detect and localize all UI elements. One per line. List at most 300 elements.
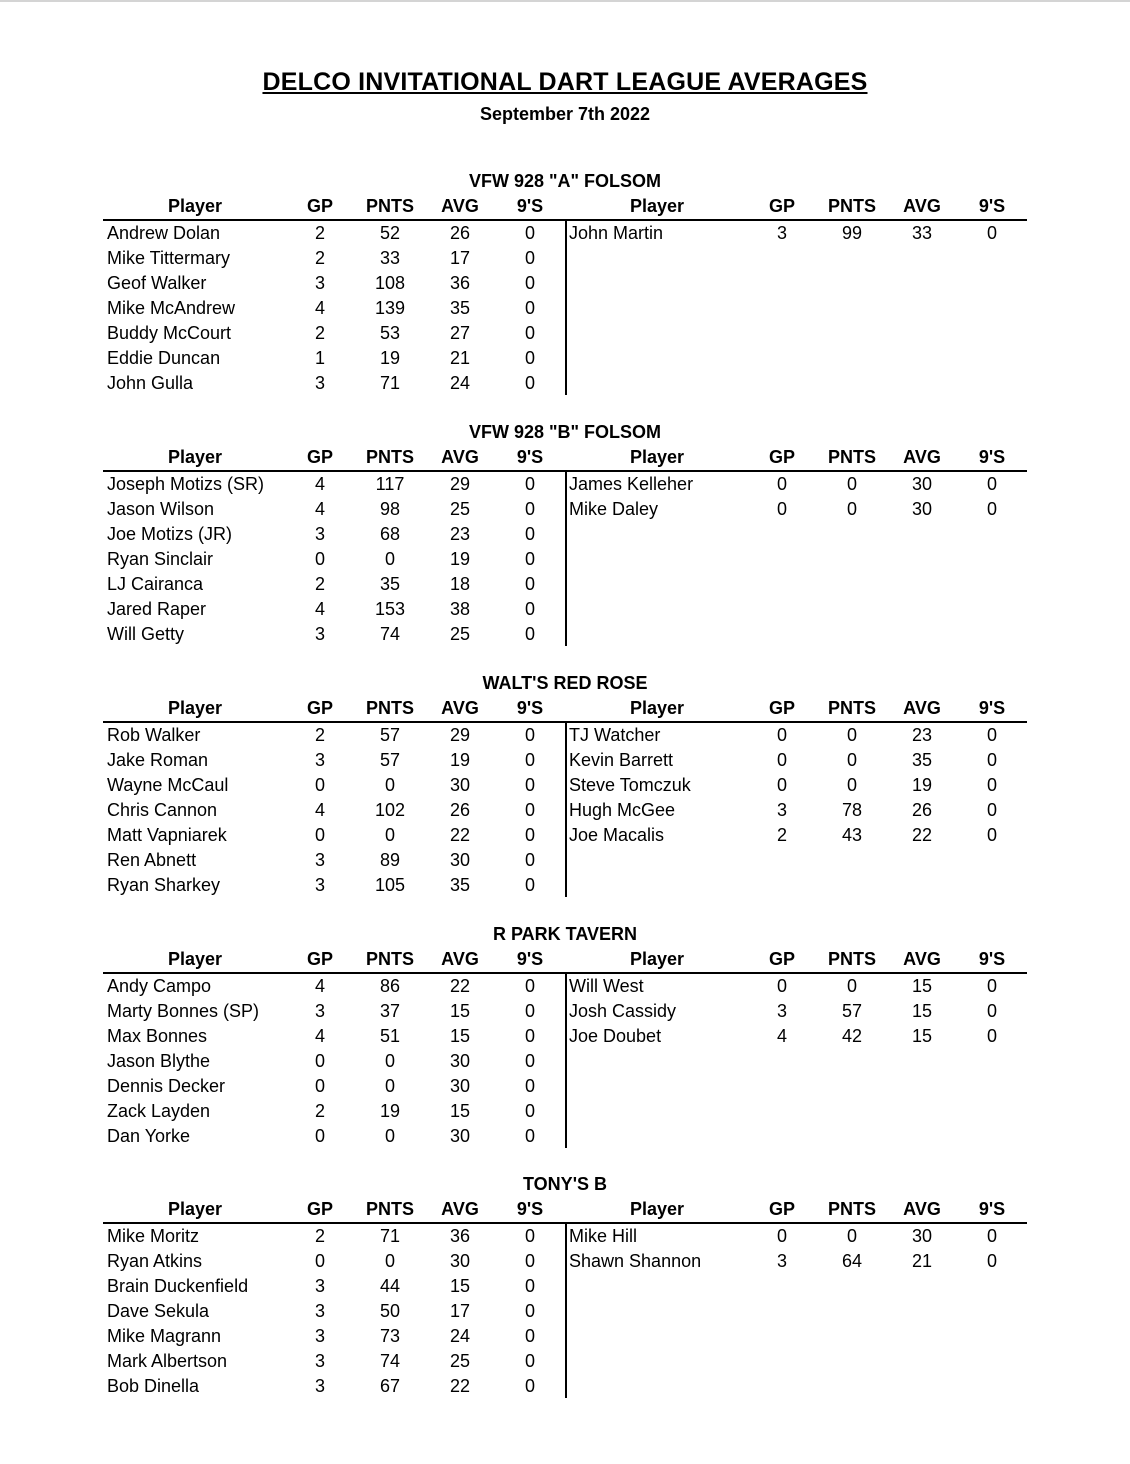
column-header-gp-left: GP bbox=[306, 698, 333, 718]
column-header-pnts-right: PNTS bbox=[827, 196, 876, 216]
stat-pnts: 0 bbox=[384, 549, 395, 569]
column-header-nines-left: 9'S bbox=[516, 698, 544, 718]
stat-nines: 0 bbox=[524, 1026, 535, 1046]
stat-avg: 36 bbox=[449, 1226, 471, 1246]
stat-avg: 23 bbox=[911, 725, 933, 745]
player-name: Dan Yorke bbox=[107, 1126, 191, 1146]
player-name: Mike Hill bbox=[569, 1226, 638, 1246]
stat-avg: 19 bbox=[449, 750, 471, 770]
column-header-gp-right: GP bbox=[768, 196, 795, 216]
column-header-gp-left: GP bbox=[306, 949, 333, 969]
stat-pnts: 0 bbox=[384, 1126, 395, 1146]
stat-avg: 30 bbox=[449, 775, 471, 795]
stat-gp: 0 bbox=[776, 976, 787, 996]
stat-pnts: 52 bbox=[379, 223, 401, 243]
stat-avg: 17 bbox=[449, 1301, 471, 1321]
player-name: Andrew Dolan bbox=[107, 223, 221, 243]
stat-nines: 0 bbox=[524, 248, 535, 268]
stat-avg: 24 bbox=[449, 1326, 471, 1346]
stat-pnts: 19 bbox=[379, 1101, 401, 1121]
team-section bbox=[0, 170, 1130, 405]
stat-avg: 25 bbox=[449, 1351, 471, 1371]
stat-gp: 0 bbox=[314, 1051, 325, 1071]
column-divider bbox=[565, 471, 567, 646]
stat-gp: 4 bbox=[314, 499, 325, 519]
stat-gp: 0 bbox=[776, 474, 787, 494]
column-header-nines-left: 9'S bbox=[516, 1199, 544, 1219]
stat-pnts: 89 bbox=[379, 850, 401, 870]
stat-pnts: 0 bbox=[384, 825, 395, 845]
stat-nines: 0 bbox=[524, 348, 535, 368]
stat-nines: 0 bbox=[986, 1026, 997, 1046]
stat-nines: 0 bbox=[986, 1001, 997, 1021]
stat-pnts: 139 bbox=[374, 298, 406, 318]
column-header-avg-right: AVG bbox=[903, 949, 941, 969]
column-header-gp-right: GP bbox=[768, 447, 795, 467]
stat-nines: 0 bbox=[524, 1001, 535, 1021]
stat-avg: 30 bbox=[911, 1226, 933, 1246]
stat-nines: 0 bbox=[524, 1276, 535, 1296]
page-title: DELCO INVITATIONAL DART LEAGUE AVERAGES bbox=[262, 68, 868, 96]
stat-gp: 2 bbox=[314, 248, 325, 268]
stat-nines: 0 bbox=[524, 474, 535, 494]
stat-gp: 2 bbox=[314, 1226, 325, 1246]
column-header-gp-left: GP bbox=[306, 447, 333, 467]
player-name: Mike Daley bbox=[569, 499, 659, 519]
stat-avg: 22 bbox=[449, 976, 471, 996]
team-section bbox=[0, 923, 1130, 1158]
column-header-pnts-left: PNTS bbox=[365, 447, 414, 467]
player-name: Mark Albertson bbox=[107, 1351, 228, 1371]
stat-nines: 0 bbox=[524, 800, 535, 820]
player-name: LJ Cairanca bbox=[107, 574, 204, 594]
stat-nines: 0 bbox=[524, 1051, 535, 1071]
stat-pnts: 71 bbox=[379, 1226, 401, 1246]
stat-avg: 30 bbox=[449, 1051, 471, 1071]
player-name: Kevin Barrett bbox=[569, 750, 674, 770]
column-header-gp-left: GP bbox=[306, 1199, 333, 1219]
column-header-pnts-left: PNTS bbox=[365, 1199, 414, 1219]
stat-pnts: 19 bbox=[379, 348, 401, 368]
stat-nines: 0 bbox=[524, 1076, 535, 1096]
stat-nines: 0 bbox=[524, 775, 535, 795]
stat-pnts: 74 bbox=[379, 624, 401, 644]
column-header-nines-right: 9'S bbox=[978, 1199, 1006, 1219]
column-divider bbox=[565, 722, 567, 897]
stat-gp: 2 bbox=[314, 574, 325, 594]
stat-gp: 3 bbox=[314, 750, 325, 770]
stat-gp: 4 bbox=[314, 800, 325, 820]
stat-gp: 2 bbox=[314, 323, 325, 343]
stat-avg: 26 bbox=[449, 800, 471, 820]
stat-gp: 4 bbox=[314, 474, 325, 494]
column-header-pnts-left: PNTS bbox=[365, 949, 414, 969]
stat-gp: 3 bbox=[314, 875, 325, 895]
player-name: Wayne McCaul bbox=[107, 775, 229, 795]
stat-nines: 0 bbox=[524, 1301, 535, 1321]
stat-gp: 0 bbox=[776, 750, 787, 770]
stat-gp: 0 bbox=[776, 499, 787, 519]
team-name: R PARK TAVERN bbox=[493, 924, 637, 944]
stat-gp: 3 bbox=[314, 1301, 325, 1321]
column-header-player-right: Player bbox=[629, 447, 685, 467]
team-name: VFW 928 "B" FOLSOM bbox=[468, 422, 662, 442]
stat-gp: 2 bbox=[314, 725, 325, 745]
stat-nines: 0 bbox=[524, 1376, 535, 1396]
stat-gp: 0 bbox=[314, 1076, 325, 1096]
stat-nines: 0 bbox=[524, 750, 535, 770]
stat-pnts: 0 bbox=[384, 1251, 395, 1271]
stat-pnts: 33 bbox=[379, 248, 401, 268]
stat-avg: 15 bbox=[449, 1001, 471, 1021]
player-name: Matt Vapniarek bbox=[107, 825, 227, 845]
column-header-avg-left: AVG bbox=[441, 1199, 479, 1219]
stat-gp: 3 bbox=[776, 800, 787, 820]
column-header-pnts-right: PNTS bbox=[827, 447, 876, 467]
column-header-avg-left: AVG bbox=[441, 949, 479, 969]
player-name: Josh Cassidy bbox=[569, 1001, 677, 1021]
player-name: Andy Campo bbox=[107, 976, 212, 996]
stat-nines: 0 bbox=[986, 825, 997, 845]
column-header-nines-right: 9'S bbox=[978, 196, 1006, 216]
player-name: Ryan Atkins bbox=[107, 1251, 203, 1271]
player-name: Brain Duckenfield bbox=[107, 1276, 249, 1296]
stat-avg: 38 bbox=[449, 599, 471, 619]
stat-pnts: 0 bbox=[384, 1051, 395, 1071]
stat-gp: 3 bbox=[314, 273, 325, 293]
column-header-avg-left: AVG bbox=[441, 196, 479, 216]
player-name: Jason Wilson bbox=[107, 499, 215, 519]
stat-nines: 0 bbox=[524, 1251, 535, 1271]
player-name: Steve Tomczuk bbox=[569, 775, 691, 795]
stat-pnts: 0 bbox=[846, 1226, 857, 1246]
stat-gp: 2 bbox=[776, 825, 787, 845]
column-divider bbox=[565, 973, 567, 1148]
stat-pnts: 0 bbox=[846, 499, 857, 519]
stat-avg: 17 bbox=[449, 248, 471, 268]
stat-pnts: 102 bbox=[374, 800, 406, 820]
team-name: TONY'S B bbox=[523, 1174, 607, 1194]
stat-gp: 3 bbox=[776, 1001, 787, 1021]
stat-gp: 2 bbox=[314, 1101, 325, 1121]
stat-avg: 30 bbox=[449, 1126, 471, 1146]
stat-pnts: 117 bbox=[375, 474, 405, 494]
team-section bbox=[0, 672, 1130, 907]
stat-nines: 0 bbox=[986, 775, 997, 795]
column-header-nines-left: 9'S bbox=[516, 196, 544, 216]
team-section bbox=[0, 1173, 1130, 1408]
player-name: Chris Cannon bbox=[107, 800, 218, 820]
stat-gp: 3 bbox=[314, 1376, 325, 1396]
stat-avg: 29 bbox=[449, 474, 471, 494]
column-header-player-right: Player bbox=[629, 698, 685, 718]
stat-nines: 0 bbox=[524, 273, 535, 293]
column-divider bbox=[565, 220, 567, 395]
stat-pnts: 44 bbox=[379, 1276, 401, 1296]
column-header-nines-right: 9'S bbox=[978, 949, 1006, 969]
column-header-nines-left: 9'S bbox=[516, 949, 544, 969]
stat-pnts: 86 bbox=[379, 976, 401, 996]
stat-nines: 0 bbox=[524, 599, 535, 619]
stat-avg: 22 bbox=[449, 825, 471, 845]
stat-gp: 3 bbox=[314, 1001, 325, 1021]
player-name: Eddie Duncan bbox=[107, 348, 221, 368]
stat-nines: 0 bbox=[986, 1226, 997, 1246]
team-section bbox=[0, 421, 1130, 656]
column-header-avg-right: AVG bbox=[903, 447, 941, 467]
stat-nines: 0 bbox=[524, 524, 535, 544]
stat-avg: 15 bbox=[911, 1001, 933, 1021]
player-name: Shawn Shannon bbox=[569, 1251, 702, 1271]
stat-nines: 0 bbox=[524, 499, 535, 519]
column-header-nines-right: 9'S bbox=[978, 698, 1006, 718]
column-header-avg-left: AVG bbox=[441, 698, 479, 718]
player-name: Will West bbox=[569, 976, 644, 996]
player-name: John Martin bbox=[569, 223, 664, 243]
stat-nines: 0 bbox=[986, 223, 997, 243]
column-header-gp-right: GP bbox=[768, 698, 795, 718]
stat-nines: 0 bbox=[524, 825, 535, 845]
stat-pnts: 0 bbox=[384, 1076, 395, 1096]
stat-gp: 3 bbox=[776, 1251, 787, 1271]
stat-avg: 35 bbox=[449, 875, 471, 895]
player-name: Ryan Sinclair bbox=[107, 549, 214, 569]
stat-pnts: 42 bbox=[841, 1026, 863, 1046]
column-header-player-left: Player bbox=[167, 196, 223, 216]
stat-avg: 26 bbox=[911, 800, 933, 820]
stat-nines: 0 bbox=[524, 1126, 535, 1146]
stat-pnts: 78 bbox=[841, 800, 863, 820]
stat-gp: 3 bbox=[314, 373, 325, 393]
stat-nines: 0 bbox=[524, 875, 535, 895]
stat-avg: 30 bbox=[449, 1251, 471, 1271]
stat-avg: 35 bbox=[449, 298, 471, 318]
column-header-pnts-left: PNTS bbox=[365, 698, 414, 718]
stat-nines: 0 bbox=[524, 549, 535, 569]
stat-pnts: 67 bbox=[379, 1376, 401, 1396]
stat-avg: 27 bbox=[449, 323, 471, 343]
stat-pnts: 153 bbox=[374, 599, 406, 619]
stat-gp: 0 bbox=[776, 725, 787, 745]
column-header-player-right: Player bbox=[629, 196, 685, 216]
stat-nines: 0 bbox=[986, 474, 997, 494]
stat-avg: 36 bbox=[449, 273, 471, 293]
stat-avg: 30 bbox=[911, 499, 933, 519]
column-header-player-left: Player bbox=[167, 698, 223, 718]
stat-avg: 19 bbox=[911, 775, 933, 795]
stat-pnts: 0 bbox=[846, 725, 857, 745]
player-name: Bob Dinella bbox=[107, 1376, 200, 1396]
top-border bbox=[0, 0, 1130, 2]
player-name: Zack Layden bbox=[107, 1101, 211, 1121]
player-name: Joe Macalis bbox=[569, 825, 665, 845]
stat-pnts: 71 bbox=[379, 373, 401, 393]
stat-pnts: 51 bbox=[379, 1026, 401, 1046]
stat-avg: 15 bbox=[449, 1101, 471, 1121]
stat-gp: 3 bbox=[314, 1351, 325, 1371]
team-name: VFW 928 "A" FOLSOM bbox=[468, 171, 662, 191]
column-header-nines-left: 9'S bbox=[516, 447, 544, 467]
stat-nines: 0 bbox=[986, 1251, 997, 1271]
column-header-avg-left: AVG bbox=[441, 447, 479, 467]
column-header-gp-right: GP bbox=[768, 949, 795, 969]
stat-pnts: 53 bbox=[379, 323, 401, 343]
stat-pnts: 0 bbox=[846, 474, 857, 494]
stat-pnts: 0 bbox=[846, 976, 857, 996]
player-name: Buddy McCourt bbox=[107, 323, 232, 343]
stat-nines: 0 bbox=[986, 499, 997, 519]
stat-gp: 3 bbox=[314, 1276, 325, 1296]
stat-nines: 0 bbox=[524, 574, 535, 594]
stat-avg: 30 bbox=[449, 1076, 471, 1096]
player-name: Mike Moritz bbox=[107, 1226, 200, 1246]
stat-avg: 35 bbox=[911, 750, 933, 770]
column-header-player-left: Player bbox=[167, 447, 223, 467]
stat-gp: 0 bbox=[776, 1226, 787, 1246]
stat-nines: 0 bbox=[986, 800, 997, 820]
stat-avg: 23 bbox=[449, 524, 471, 544]
stat-gp: 3 bbox=[314, 524, 325, 544]
stat-pnts: 74 bbox=[379, 1351, 401, 1371]
player-name: Mike Tittermary bbox=[107, 248, 231, 268]
stat-pnts: 57 bbox=[379, 750, 401, 770]
stat-avg: 15 bbox=[449, 1276, 471, 1296]
player-name: Jared Raper bbox=[107, 599, 207, 619]
stat-pnts: 0 bbox=[846, 750, 857, 770]
column-header-avg-right: AVG bbox=[903, 1199, 941, 1219]
stat-gp: 3 bbox=[314, 1326, 325, 1346]
stat-avg: 24 bbox=[449, 373, 471, 393]
stat-avg: 26 bbox=[449, 223, 471, 243]
player-name: Mike McAndrew bbox=[107, 298, 236, 318]
stat-pnts: 99 bbox=[841, 223, 863, 243]
stat-gp: 4 bbox=[776, 1026, 787, 1046]
stat-gp: 0 bbox=[314, 825, 325, 845]
stat-pnts: 0 bbox=[846, 775, 857, 795]
stat-gp: 1 bbox=[314, 348, 325, 368]
stat-gp: 3 bbox=[776, 223, 787, 243]
column-header-player-left: Player bbox=[167, 949, 223, 969]
stat-avg: 15 bbox=[911, 976, 933, 996]
stat-gp: 4 bbox=[314, 976, 325, 996]
stat-pnts: 57 bbox=[379, 725, 401, 745]
player-name: Will Getty bbox=[107, 624, 185, 644]
stat-gp: 3 bbox=[314, 850, 325, 870]
stat-avg: 29 bbox=[449, 725, 471, 745]
stat-gp: 4 bbox=[314, 599, 325, 619]
player-name: Marty Bonnes (SP) bbox=[107, 1001, 260, 1021]
player-name: John Gulla bbox=[107, 373, 194, 393]
stat-gp: 3 bbox=[314, 624, 325, 644]
player-name: Dave Sekula bbox=[107, 1301, 210, 1321]
stat-avg: 19 bbox=[449, 549, 471, 569]
stat-gp: 0 bbox=[776, 775, 787, 795]
column-header-player-right: Player bbox=[629, 949, 685, 969]
player-name: Jason Blythe bbox=[107, 1051, 211, 1071]
player-name: Geof Walker bbox=[107, 273, 207, 293]
column-header-player-left: Player bbox=[167, 1199, 223, 1219]
stat-gp: 0 bbox=[314, 1126, 325, 1146]
column-header-pnts-right: PNTS bbox=[827, 1199, 876, 1219]
stat-gp: 0 bbox=[314, 775, 325, 795]
stat-avg: 33 bbox=[911, 223, 933, 243]
stat-nines: 0 bbox=[986, 750, 997, 770]
player-name: Dennis Decker bbox=[107, 1076, 226, 1096]
stat-gp: 2 bbox=[314, 223, 325, 243]
stat-pnts: 98 bbox=[379, 499, 401, 519]
player-name: Hugh McGee bbox=[569, 800, 676, 820]
stat-gp: 0 bbox=[314, 1251, 325, 1271]
stat-nines: 0 bbox=[986, 976, 997, 996]
stat-avg: 30 bbox=[449, 850, 471, 870]
stat-nines: 0 bbox=[524, 1326, 535, 1346]
stat-nines: 0 bbox=[524, 725, 535, 745]
stat-nines: 0 bbox=[524, 624, 535, 644]
player-name: Rob Walker bbox=[107, 725, 201, 745]
stat-avg: 15 bbox=[911, 1026, 933, 1046]
stat-gp: 0 bbox=[314, 549, 325, 569]
column-header-avg-right: AVG bbox=[903, 196, 941, 216]
stat-nines: 0 bbox=[524, 323, 535, 343]
column-header-pnts-right: PNTS bbox=[827, 698, 876, 718]
page-date: September 7th 2022 bbox=[479, 104, 651, 124]
column-divider bbox=[565, 1223, 567, 1398]
stat-pnts: 105 bbox=[374, 875, 406, 895]
player-name: Jake Roman bbox=[107, 750, 209, 770]
stat-avg: 22 bbox=[449, 1376, 471, 1396]
stat-avg: 25 bbox=[449, 624, 471, 644]
stat-avg: 21 bbox=[449, 348, 471, 368]
stat-nines: 0 bbox=[524, 1226, 535, 1246]
stat-nines: 0 bbox=[524, 298, 535, 318]
column-header-avg-right: AVG bbox=[903, 698, 941, 718]
stat-nines: 0 bbox=[524, 373, 535, 393]
player-name: Joe Motizs (JR) bbox=[107, 524, 233, 544]
player-name: Joe Doubet bbox=[569, 1026, 662, 1046]
stat-pnts: 68 bbox=[379, 524, 401, 544]
team-name: WALT'S RED ROSE bbox=[482, 673, 648, 693]
player-name: TJ Watcher bbox=[569, 725, 661, 745]
stat-avg: 25 bbox=[449, 499, 471, 519]
stat-nines: 0 bbox=[986, 725, 997, 745]
column-header-nines-right: 9'S bbox=[978, 447, 1006, 467]
player-name: Joseph Motizs (SR) bbox=[107, 474, 265, 494]
stat-nines: 0 bbox=[524, 223, 535, 243]
stat-nines: 0 bbox=[524, 976, 535, 996]
stat-nines: 0 bbox=[524, 850, 535, 870]
stat-avg: 18 bbox=[449, 574, 471, 594]
player-name: Mike Magrann bbox=[107, 1326, 222, 1346]
stat-avg: 22 bbox=[911, 825, 933, 845]
column-header-pnts-left: PNTS bbox=[365, 196, 414, 216]
stat-gp: 4 bbox=[314, 298, 325, 318]
player-name: James Kelleher bbox=[569, 474, 694, 494]
stat-avg: 21 bbox=[911, 1251, 933, 1271]
stat-pnts: 64 bbox=[841, 1251, 863, 1271]
column-header-pnts-right: PNTS bbox=[827, 949, 876, 969]
column-header-gp-left: GP bbox=[306, 196, 333, 216]
stat-pnts: 0 bbox=[384, 775, 395, 795]
stat-pnts: 57 bbox=[841, 1001, 863, 1021]
stat-pnts: 108 bbox=[374, 273, 406, 293]
stat-pnts: 43 bbox=[841, 825, 863, 845]
player-name: Ren Abnett bbox=[107, 850, 197, 870]
stat-avg: 15 bbox=[449, 1026, 471, 1046]
player-name: Ryan Sharkey bbox=[107, 875, 221, 895]
stat-pnts: 73 bbox=[379, 1326, 401, 1346]
stat-pnts: 50 bbox=[379, 1301, 401, 1321]
stat-avg: 30 bbox=[911, 474, 933, 494]
